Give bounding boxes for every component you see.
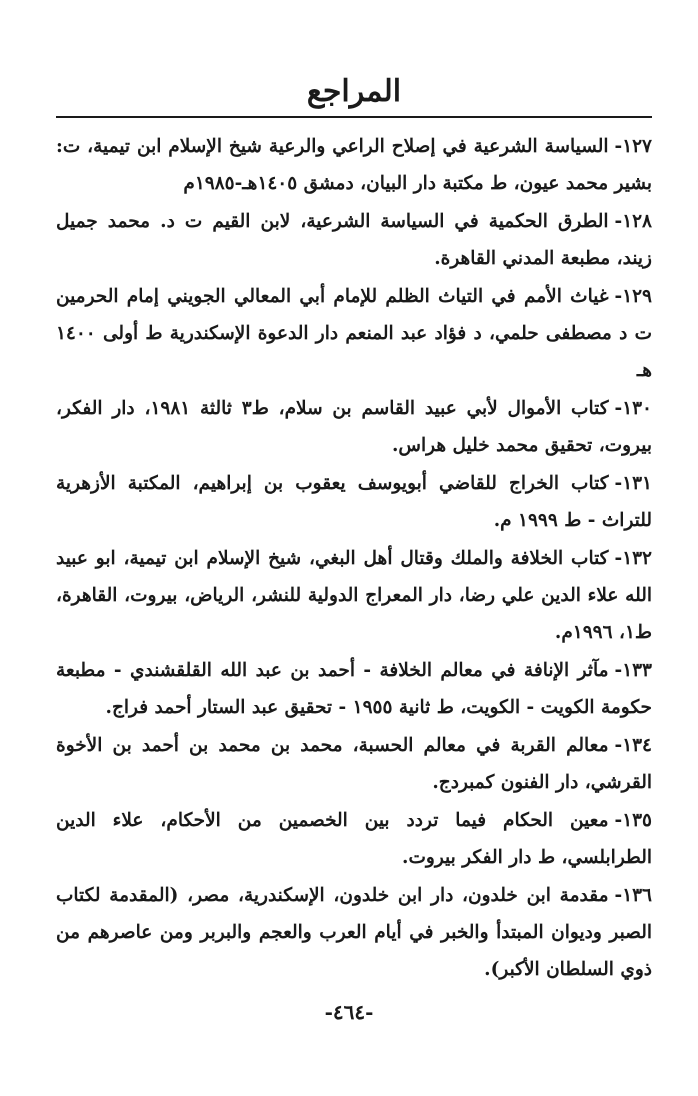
reference-number: ١٣٦- — [614, 885, 652, 906]
reference-number: ١٢٩- — [614, 286, 652, 307]
header-divider — [56, 116, 652, 118]
reference-text: كتاب الأموال لأبي عبيد القاسم بن سلام، ط٣ ثالثة ١٩٨١، دار الفكر، بيروت، تحقيق محمد خليل هراس. — [56, 398, 652, 456]
page-header — [56, 70, 652, 116]
reference-item — [56, 540, 652, 651]
reference-text: كتاب الخراج للقاضي أبويوسف يعقوب بن إبراهيم، المكتبة الأزهرية للتراث - ط ١٩٩٩ م. — [56, 473, 652, 531]
reference-number: ١٢٧- — [614, 136, 652, 157]
reference-item — [56, 203, 652, 277]
reference-list — [56, 128, 652, 989]
reference-text: مآثر الإنافة في معالم الخلافة - أحمد بن عبد الله القلقشندي - مطبعة حكومة الكويت - الكويت، ط ثانية ١٩٥٥ - تحقيق عبد الستار أحمد فراج. — [56, 660, 652, 718]
reference-text: الطرق الحكمية في السياسة الشرعية، لابن القيم ت د. محمد جميل زيند، مطبعة المدني القاهرة. — [56, 211, 652, 269]
reference-item — [56, 877, 652, 988]
reference-text: كتاب الخلافة والملك وقتال أهل البغي، شيخ الإسلام ابن تيمية، ابو عبيد الله علاء الدين علي رضا، دار المعراج الدولية للنشر، الرياض، بيروت، القاهرة، ط١، ١٩٩٦م. — [56, 548, 652, 643]
reference-number: ١٣٥- — [614, 810, 652, 831]
reference-number: ١٣٣- — [614, 660, 652, 681]
reference-item — [56, 652, 652, 726]
reference-item — [56, 727, 652, 801]
page-title: المراجع — [306, 74, 402, 109]
page-body — [56, 70, 652, 980]
reference-item — [56, 128, 652, 202]
reference-number: ١٣٤- — [614, 735, 652, 756]
reference-number: ١٢٨- — [614, 211, 652, 232]
reference-number: ١٣٢- — [614, 548, 652, 569]
reference-item — [56, 390, 652, 464]
reference-item — [56, 278, 652, 389]
page-number: -٤٦٤- — [324, 1000, 374, 1024]
reference-item — [56, 465, 652, 539]
reference-text: غياث الأمم في التياث الظلم للإمام أبي المعالي الجويني إمام الحرمين ت د مصطفى حلمي، د فؤاد عبد المنعم دار الدعوة الإسكندرية ط أولى ١٤٠٠ هـ — [56, 286, 652, 381]
reference-number: ١٣٠- — [614, 398, 652, 419]
reference-text: معالم القربة في معالم الحسبة، محمد بن محمد بن أحمد بن الأخوة القرشي، دار الفنون كمبردج. — [56, 735, 652, 793]
reference-number: ١٣١- — [614, 473, 652, 494]
reference-item — [56, 802, 652, 876]
reference-text: مقدمة ابن خلدون، دار ابن خلدون، الإسكندرية، مصر، (المقدمة لكتاب الصبر وديوان المبتدأ والخبر في أيام العرب والعجم والبربر ومن عاصرهم من ذوي السلطان الأكبر). — [56, 885, 652, 980]
reference-text: السياسة الشرعية في إصلاح الراعي والرعية شيخ الإسلام ابن تيمية، ت: بشير محمد عيون، ط مكتبة دار البيان، دمشق ١٤٠٥هـ-١٩٨٥م — [56, 136, 652, 194]
reference-text: معين الحكام فيما تردد بين الخصمين من الأحكام، علاء الدين الطرابلسي، ط دار الفكر بيروت. — [56, 810, 652, 868]
